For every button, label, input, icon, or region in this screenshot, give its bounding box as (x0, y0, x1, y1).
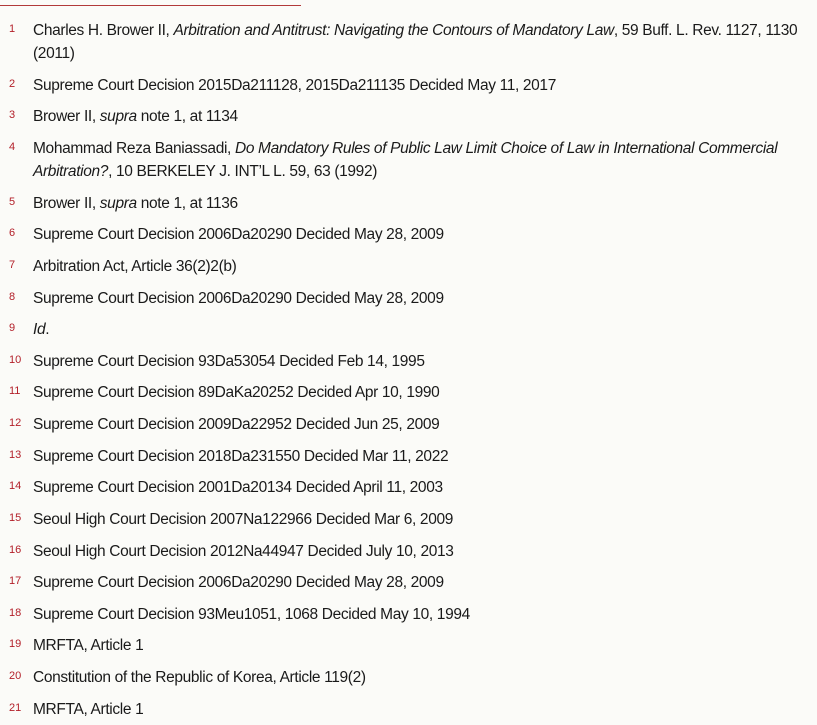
footnote-segment: Supreme Court Decision 2015Da211128, 2015Da211135 Decided May 11, 2017 (33, 77, 556, 94)
footnote-text (33, 698, 815, 721)
footnote-italic-segment: supra (99, 108, 137, 125)
footnote-number: 16 (9, 544, 22, 556)
footnote-number: 19 (9, 638, 22, 650)
footnote-segment: Supreme Court Decision 93Meu1051, 1068 Decided May 10, 1994 (33, 606, 470, 623)
footnote-text (33, 105, 815, 128)
footnote-text (33, 287, 815, 310)
footnote-segment: Brower II, (33, 195, 100, 212)
footnote-segment: note 1, at 1134 (136, 108, 238, 125)
footnote-segment: Supreme Court Decision 2009Da22952 Decided Jun 25, 2009 (33, 416, 440, 433)
footnote-segment: Supreme Court Decision 89DaKa20252 Decided Apr 10, 1990 (33, 384, 440, 401)
footnote-text (33, 634, 815, 657)
footnote-number: 4 (9, 141, 16, 153)
footnote-text (33, 74, 815, 97)
footnote-segment: Charles H. Brower II, (33, 22, 174, 39)
footnote-text (33, 476, 815, 499)
footnote-segment: Supreme Court Decision 93Da53054 Decided Feb 14, 1995 (33, 353, 425, 370)
footnote-number: 15 (9, 512, 22, 524)
footnote-number: 9 (9, 322, 16, 334)
footnote-number: 17 (9, 575, 22, 587)
footnote-number: 21 (9, 702, 22, 714)
footnote-text (33, 223, 815, 246)
footnote-segment: Arbitration Act, Article 36(2)2(b) (33, 258, 237, 275)
footnote-text (33, 255, 815, 278)
footnote-segment: . (45, 321, 50, 338)
footnote-number: 5 (9, 196, 16, 208)
footnote-italic-segment: Do Mandatory Rules of Public Law Limit Choice of Law in International Commercial Arbitration? (33, 140, 778, 180)
footnote-text (33, 666, 815, 689)
footnote-number: 20 (9, 670, 22, 682)
footnote-text (33, 508, 815, 531)
footnote-segment: Brower II, (33, 108, 100, 125)
footnote-segment: MRFTA, Article 1 (33, 701, 144, 718)
footnote-text (33, 603, 815, 626)
footnote-number: 18 (9, 607, 22, 619)
footnote-text (33, 445, 815, 468)
footnote-text (33, 571, 815, 594)
footnote-text (33, 350, 815, 373)
footnote-segment: Supreme Court Decision 2006Da20290 Decided May 28, 2009 (33, 226, 444, 243)
footnote-number: 12 (9, 417, 22, 429)
footnote-italic-segment: Arbitration and Antitrust: Navigating the Contours of Mandatory Law (173, 22, 614, 39)
footnote-segment: Supreme Court Decision 2006Da20290 Decided May 28, 2009 (33, 290, 444, 307)
footnote-segment: Supreme Court Decision 2001Da20134 Decided April 11, 2003 (33, 479, 443, 496)
footnote-segment: Mohammad Reza Baniassadi, (33, 140, 235, 157)
footnote-number: 8 (9, 291, 16, 303)
footnote-text (33, 318, 815, 341)
footnote-number: 7 (9, 259, 16, 271)
footnote-segment: Constitution of the Republic of Korea, Article 119(2) (33, 669, 366, 686)
footnote-segment: Supreme Court Decision 2018Da231550 Decided Mar 11, 2022 (33, 448, 449, 465)
footnote-number: 6 (9, 227, 16, 239)
footnote-number: 2 (9, 78, 16, 90)
footnote-italic-segment: supra (99, 195, 137, 212)
footnote-text (33, 413, 815, 436)
footnote-number: 11 (9, 385, 21, 397)
footnote-number: 1 (9, 23, 16, 35)
footnote-separator (0, 5, 301, 6)
footnote-italic-segment: Id (33, 321, 46, 338)
footnote-segment: Seoul High Court Decision 2012Na44947 Decided July 10, 2013 (33, 543, 454, 560)
footnote-text (33, 540, 815, 563)
footnote-number: 10 (9, 354, 22, 366)
footnote-text (33, 19, 815, 65)
footnote-number: 13 (9, 449, 22, 461)
footnote-text (33, 381, 815, 404)
footnote-segment: note 1, at 1136 (136, 195, 238, 212)
footnote-segment: MRFTA, Article 1 (33, 637, 144, 654)
footnote-number: 3 (9, 109, 16, 121)
footnote-number: 14 (9, 480, 22, 492)
footnote-segment: , 10 BERKELEY J. INT’L L. 59, 63 (1992) (108, 163, 378, 180)
footnote-segment: Seoul High Court Decision 2007Na122966 Decided Mar 6, 2009 (33, 511, 454, 528)
footnote-segment: , 59 Buff. L. Rev. 1127, 1130 (2011) (33, 22, 798, 62)
footnote-segment: Supreme Court Decision 2006Da20290 Decided May 28, 2009 (33, 574, 444, 591)
footnote-text (33, 192, 815, 215)
footnote-text (33, 137, 815, 183)
